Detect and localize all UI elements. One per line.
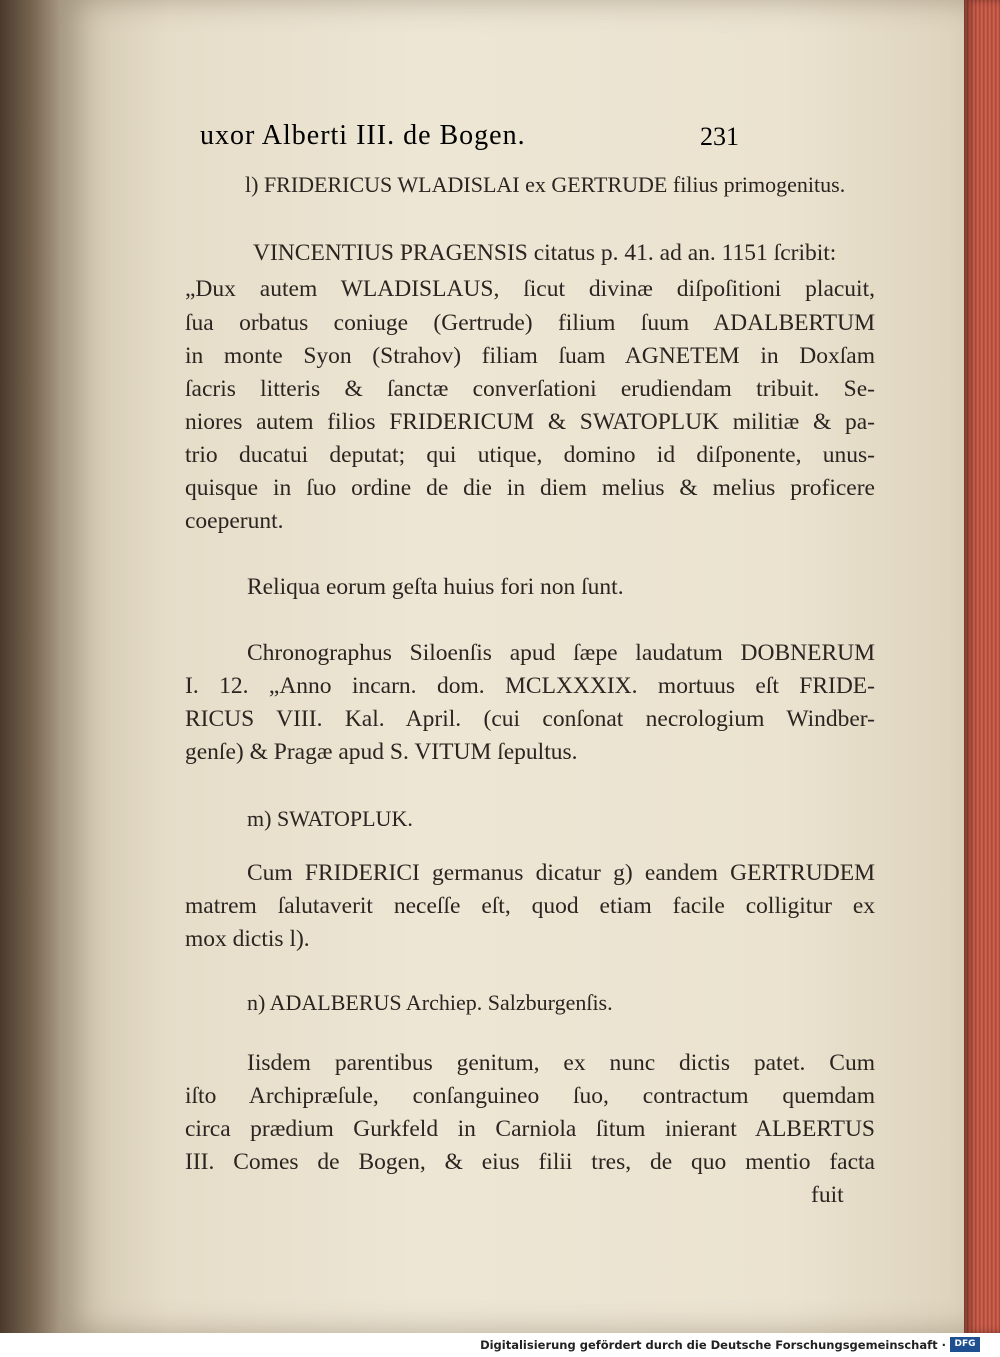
text-line: Reliqua eorum geſta huius fori non ſunt. <box>247 574 624 600</box>
text-line: Chronographus Siloenſis apud ſæpe laudatum DOBNERUM <box>247 640 875 666</box>
text-line: VINCENTIUS PRAGENSIS citatus p. 41. ad an. 1151 ſcribit: <box>253 240 837 266</box>
text-line: „Dux autem WLADISLAUS, ſicut divinæ diſpoſitioni placuit, <box>185 276 875 302</box>
digitization-footer <box>0 1333 1000 1357</box>
page-number: 231 <box>700 122 739 151</box>
text-line: iſto Archipræſule, conſanguineo ſuo, contractum quemdam <box>185 1083 875 1109</box>
page-stack-edge <box>964 0 1000 1333</box>
text-line: I. 12. „Anno incarn. dom. MCLXXXIX. mortuus eſt FRIDE- <box>185 673 875 699</box>
text-line: coeperunt. <box>185 508 284 534</box>
text-line: Cum FRIDERICI germanus dicatur g) eandem GERTRUDEM <box>247 860 875 886</box>
text-line: niores autem filios FRIDERICUM & SWATOPLUK militiæ & pa- <box>185 409 875 435</box>
text-line: quisque in ſuo ordine de die in diem melius & melius proficere <box>185 475 875 501</box>
catchword: fuit <box>811 1182 844 1208</box>
text-line: genſe) & Pragæ apud S. VITUM ſepultus. <box>185 739 578 765</box>
text-line: matrem ſalutaverit neceſſe eſt, quod etiam facile colligitur ex <box>185 893 875 919</box>
text-line: ſua orbatus coniuge (Gertrude) filium ſuum ADALBERTUM <box>185 310 875 336</box>
text-line: trio ducatui deputat; qui utique, domino id diſponente, unus- <box>185 442 875 468</box>
text-line: in monte Syon (Strahov) filiam ſuam AGNETEM in Doxſam <box>185 343 875 369</box>
text-line: ſacris litteris & ſanctæ converſationi erudiendam tribuit. Se- <box>185 376 875 402</box>
section-heading-m: m) SWATOPLUK. <box>247 806 413 831</box>
text-line: mox dictis l). <box>185 926 310 952</box>
text-line: RICUS VIII. Kal. April. (cui conſonat necrologium Windber- <box>185 706 875 732</box>
running-head: uxor Alberti III. de Bogen. <box>200 120 526 151</box>
section-heading-l: l) FRIDERICUS WLADISLAI ex GERTRUDE filius primogenitus. <box>245 172 846 197</box>
book-page <box>60 0 965 1333</box>
text-line: Iisdem parentibus genitum, ex nunc dictis patet. Cum <box>247 1050 875 1076</box>
dfg-logo-icon: DFG <box>950 1337 980 1352</box>
section-heading-n: n) ADALBERUS Archiep. Salzburgenſis. <box>247 990 613 1015</box>
text-line: circa prædium Gurkfeld in Carniola ſitum inierant ALBERTUS <box>185 1116 875 1142</box>
footer-credit: Digitalisierung gefördert durch die Deutsche Forschungsgemeinschaft · <box>480 1338 946 1352</box>
text-line: III. Comes de Bogen, & eius filii tres, de quo mentio facta <box>185 1149 875 1175</box>
page-body <box>185 0 885 1333</box>
